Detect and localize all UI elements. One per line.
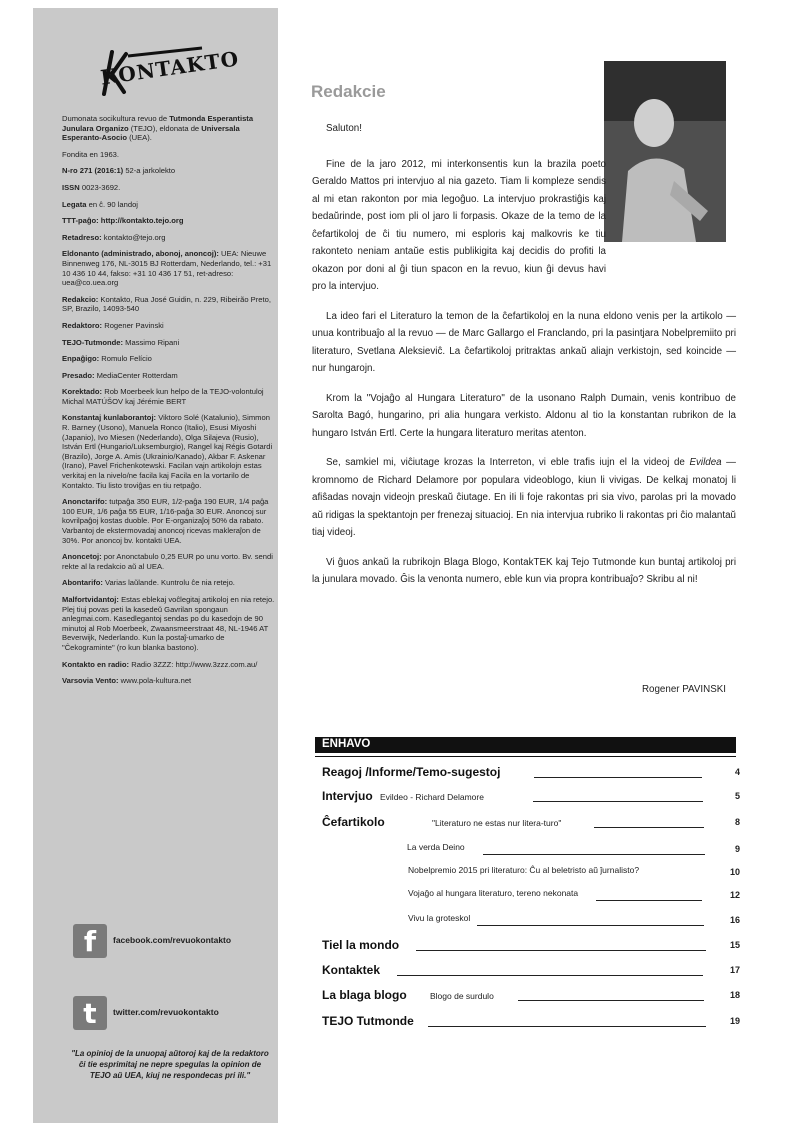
toc-row[interactable] (0, 1014, 800, 1032)
toc-page-number: 12 (729, 890, 740, 900)
masthead-radio: Kontakto en radio: Radio 3ZZZ: http://www.3zzz.com.au/ (62, 659, 258, 669)
disclaimer-quote: "La opinioj de la unuopaj aŭtoroj kaj de la redaktoro ĉi tie esprimitaj ne nepre spegulas la opinion de TEJO aŭ UEA, kiuj ne respondecas pri ili." (71, 1049, 269, 1080)
editorial-body (312, 120, 736, 601)
toc-article-title[interactable]: Evildeo - Richard Delamore (380, 792, 484, 802)
toc-section-title[interactable]: Kontaktek (322, 963, 381, 977)
toc-page-number: 18 (729, 990, 740, 1000)
editorial-paragraph: Vi ĝuos ankaŭ la rubrikojn Blaga Blogo, KontakTEK kaj Tejo Tutmonde kun buntaj artikoloj pri la junulara movado. Ĝis la venonta numero, eble kun via propra kontribuaĵo? Skribu al ni! (312, 556, 736, 585)
toc-article-title[interactable]: La verda Deino (407, 842, 465, 852)
editorial-paragraph: Se, samkiel mi, viĉiutage krozas la Interreton, vi eble trafis iujn el la videoj de Evildea — kromnomo de Richard Delamore por populara videoblogo, kiun li vivigas. De kelkaj monatoj li afiŝadas novajn videojn preskaŭ ĉiutage. En iIi li foje rakontas pri sia vivo, parolas pri la movado aŭ ridigas la spektantojn per frenezaj situacioj. En nia intervjua rubriko li rakontas pri ĉio malantaŭ tiaj videoj. (312, 457, 736, 538)
toc-article-title[interactable]: Blogo de surdulo (430, 991, 494, 1001)
toc-leader-line (416, 950, 706, 951)
toc-row[interactable] (0, 938, 800, 956)
toc-article-title[interactable]: "Literaturo ne estas nur litera-turo" (432, 818, 562, 828)
toc-leader-line (596, 900, 702, 901)
toc-page-number: 5 (734, 791, 740, 801)
masthead-visually-impaired: Malfortvidantoj: Estas eblekaj voĉlegitaj artikoloj en nia retejo. Plej tiuj povas peti la kasedeŭ Gavrilan spongaun anlegmai.com. Kasedlegantoj sendas po du kasedojn de 90 minutoj al Rob Moerbeek, Zwaansmeerstraat 48, NL-1946 AT Beverwijk, Nederlando. Kun la postaĵ-umarko de "Ĉekograminte" (ro kun blanka bastono). (62, 594, 275, 652)
masthead-website[interactable]: TTT-paĝo: http://kontakto.tejo.org (62, 216, 184, 226)
toc-leader-line (534, 777, 702, 778)
toc-leader-line (594, 827, 704, 828)
masthead-proofreading: Korektado: Rob Moerbeek kun helpo de la TEJO-volontuloj Michal MATÚŠOV kaj Jérémie BERT (62, 387, 264, 406)
masthead-tejo-tutmonde: TEJO-Tutmonde: Massimo Ripani (62, 337, 180, 347)
masthead-email[interactable]: Retadreso: kontakto@tejo.org (62, 232, 166, 242)
toc-row[interactable] (0, 765, 800, 783)
editorial-signature: Rogener PAVINSKI (641, 684, 726, 695)
toc-section-title[interactable]: Intervjuo (322, 789, 373, 803)
toc-row[interactable] (0, 888, 800, 906)
masthead-contributors: Konstantaj kunlaborantoj: Viktoro Solé (Katalunio), Simmon R. Barney (Usono), Manuela Ronco (Italio), Esusi Miyoshi (Japanio), Ivo Miesen (Nederlando), Olga Silajeva (Rusio), István Ertl (Hungario/Luksemburgio), Rangel kaj Régis Gotardi (Brazilo), Jorge A. Amis (Ukrainio/Kanado), Akbar F. Askenar (Irano), Pavel Frichenkotewski. Facilan vajn artikolojn estas verkitaj en la nivelo/ne facila kaj Facila en la vortarilo de Kontakto. Tiu listo troviĝas en tiu retpaĝo. (62, 413, 273, 490)
toc-page-number: 9 (734, 844, 740, 854)
masthead-legata: Legata en ĉ. 90 landoj (62, 199, 138, 209)
editorial-paragraph: Fine de la jaro 2012, mi interkonsentis kun la brazila poeto Geraldo Mattos pri intervjuo al nia gazeto. Tiam li kompleze sendis al mi etan rakonton por mia legoĝuo. La intervjuo prokrastiĝis kaj bedaŭrinde, post iom pli ol jaro li forpasis. Okaze de la temo de la ĉefartikoloj de ĉi tiu numero, mi esploris kaj malkovris ke tiu rakonteto neniam antaŭe estis publikigita kaj decidis do profiti la okazon por doni al ĝi tiun spacon en la revuo, kiun ĝi devus havi pro la intervjuo. (312, 158, 606, 292)
toc-leader-line (428, 1026, 706, 1027)
toc-section-title[interactable]: Ĉefartikolo (322, 815, 385, 829)
masthead-varsovia: Varsovia Vento: www.pola-kultura.net (62, 676, 192, 686)
toc-page-number: 15 (729, 940, 740, 950)
editorial-greeting: Saluton! (326, 123, 362, 134)
toc-row[interactable] (0, 865, 800, 883)
twitter-icon: t (73, 996, 107, 1030)
editorial-title: Redakcie (311, 82, 386, 101)
toc-row[interactable] (0, 789, 800, 807)
toc-header: ENHAVO (315, 737, 736, 753)
masthead-editor: Redaktoro: Rogener Pavinski (62, 320, 164, 330)
masthead-issn: ISSN 0023-3692. (62, 182, 121, 192)
toc-page-number: 16 (729, 915, 740, 925)
toc-row[interactable] (0, 842, 800, 860)
toc-leader-line (483, 854, 705, 855)
toc-section-title[interactable]: TEJO Tutmonde (322, 1014, 414, 1028)
facebook-url[interactable]: facebook.com/revuokontakto (113, 935, 232, 945)
toc-row[interactable] (0, 815, 800, 833)
toc-article-title[interactable]: Vojaĝo al hungara literaturo, tereno nekonata (408, 888, 579, 898)
masthead-layout: Enpaĝigo: Romulo Felício (62, 354, 152, 364)
toc-page-number: 4 (734, 767, 740, 777)
masthead-founded: Fondita en 1963. (62, 149, 119, 159)
toc-section-title[interactable]: Tiel la mondo (322, 938, 400, 952)
masthead (62, 114, 275, 693)
editorial-paragraph: La ideo fari el Literaturo la temon de la ĉefartikoloj en la nuna eldono venis per la artikolo — unua kontribuaĵo al la revuo — de Marc Gallargo el Franclando, pri la pasintjara Nobelpremiito pri literaturo, Svetlana Aleksieviĉ. La ĉefartikoloj pritraktas ankaŭ aliajn verkistojn, sed koincide — nur hungarojn. (312, 310, 736, 374)
masthead-editorial-office: Redakcio: Kontakto, Rua José Guidin, n. 229, Ribeirão Preto, SP, Brazilo, 14093-540 (62, 294, 271, 314)
toc-leader-line (477, 925, 704, 926)
toc-page-number: 8 (734, 817, 740, 827)
toc-divider (315, 756, 736, 757)
masthead-classifieds: Anoncetoj: por Anonctabulo 0,25 EUR po unu vorto. Bv. sendi rekte al la redakcio aŭ al UEA. (62, 552, 273, 571)
masthead-ad-rates: Anonctarifo: tutpaĝa 350 EUR, 1/2-paĝa 190 EUR, 1/4 paĝa 100 EUR, 1/6 paĝa 55 EUR, 1/16-paĝa 30 EUR. Anoncoj sur kovrilpaĝoj kostas duoble. Por E-organizaĵoj 50% da rabato. Varbantoj de ekstermovadaj anoncoj ricevas makleraĵon de 30%. Por anoncoj bv. kontakti UEA. (62, 497, 269, 545)
toc-leader-line (397, 975, 703, 976)
masthead-subscription: Abontarifo: Varias laŭlande. Kuntrolu ĉe nia retejo. (62, 578, 235, 588)
toc-leader-line (518, 1000, 704, 1001)
facebook-icon: f (73, 924, 107, 958)
toc-article-title[interactable]: Nobelpremio 2015 pri literaturo: Ĉu al beletristo aŭ ĵurnalisto? (408, 865, 640, 875)
editorial-paragraph: Krom la "Vojaĝo al Hungara Literaturo" de la usonano Ralph Dumain, venis kontribuo de Sarolta Bagó, hungarino, pri alia hungara verkisto. Aldonu al tio la konstantan rubrikon de la hungaro István Ertl. Certe la hungara literaturo meritas atenton. (312, 392, 736, 439)
masthead-printing: Presado: MediaCenter Rotterdam (62, 370, 178, 380)
toc-leader-line (533, 801, 703, 802)
toc-section-title[interactable]: Reagoj /Informe/Temo-sugestoj (322, 765, 501, 779)
masthead-intro: Dumonata socikultura revuo de Tutmonda Esperantista Junulara Organizo (TEJO), eldonata de Universala Esperanto-Asocio (UEA). (62, 114, 254, 143)
toc-row[interactable] (0, 988, 800, 1006)
twitter-url[interactable]: twitter.com/revuokontakto (113, 1007, 219, 1017)
toc-page-number: 17 (729, 965, 740, 975)
masthead-issue: N-ro 271 (2016:1) 52-a jarkolekto (62, 166, 176, 176)
toc-page-number: 19 (729, 1016, 740, 1026)
toc-row[interactable] (0, 913, 800, 931)
toc-article-title[interactable]: Vivu la groteskol (408, 913, 471, 923)
toc-row[interactable] (0, 963, 800, 981)
toc-page-number: 10 (729, 867, 740, 877)
masthead-publisher: Eldonanto (administrado, abonoj, anoncoj): UEA: Nieuwe Binnenweg 176, NL-3015 BJ Rotterdam, Nederlando, tel.: +31 10 436 10 44, fakso: +31 10 436 17 51, ret-adreso: uea@co.uea.org (62, 249, 272, 288)
logo-text: KONTAKTO (99, 46, 241, 90)
toc-section-title[interactable]: La blaga blogo (322, 988, 407, 1002)
